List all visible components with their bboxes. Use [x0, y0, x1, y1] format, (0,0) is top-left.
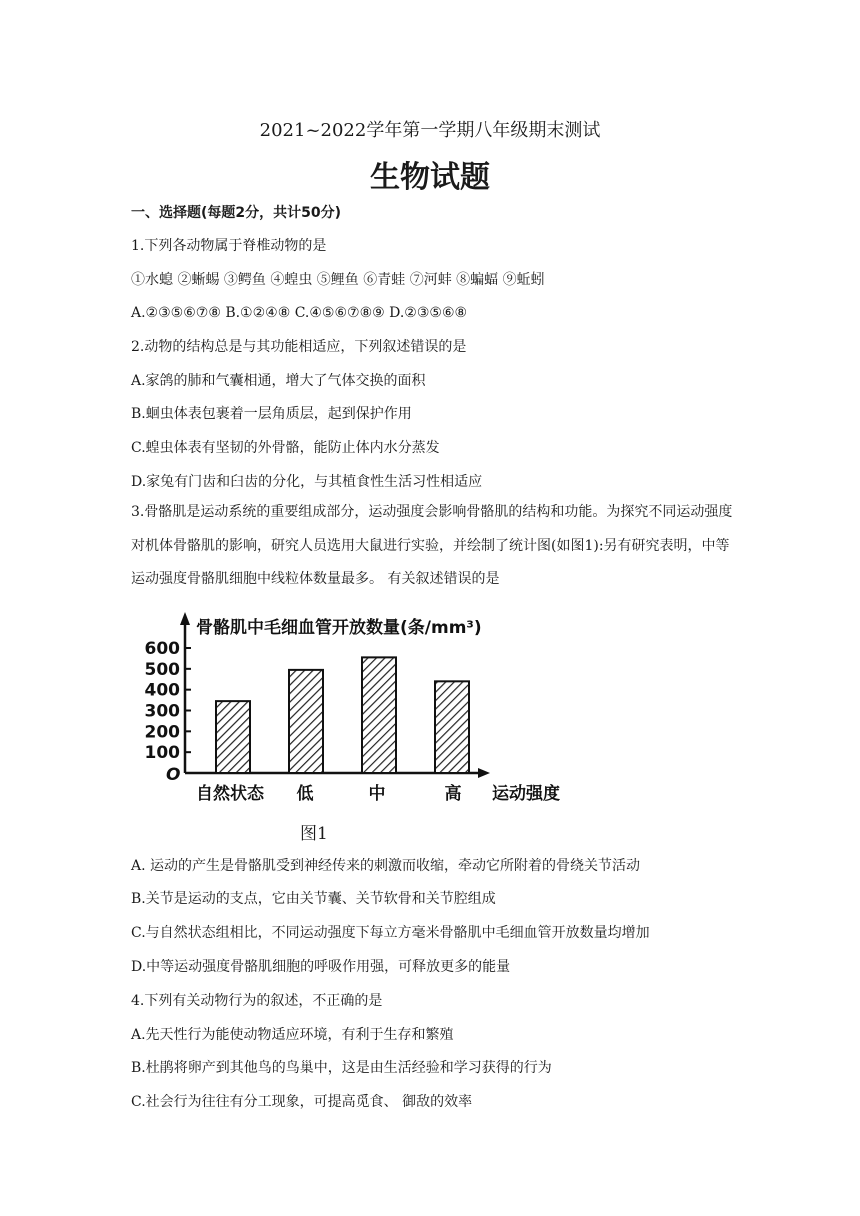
- origin-label: O: [166, 765, 181, 785]
- q3-option-d: D.中等运动强度骨骼肌细胞的呼吸作用强，可释放更多的能量: [131, 959, 511, 975]
- q2-option-b: B.蛔虫体表包裹着一层角质层，起到保护作用: [131, 406, 412, 422]
- y-tick-label: 300: [144, 701, 180, 722]
- x-category-label: 低: [296, 784, 314, 804]
- q2-option-d: D.家兔有门齿和臼齿的分化，与其植食性生活习性相适应: [131, 474, 483, 490]
- section-heading: 一、选择题(每题2分，共计50分): [131, 205, 342, 221]
- q2-option-a: A.家鸽的肺和气囊相通，增大了气体交换的面积: [131, 373, 426, 389]
- bar-4: [435, 681, 469, 773]
- y-tick-label: 100: [144, 743, 180, 764]
- q3-option-c: C.与自然状态组相比，不同运动强度下每立方毫米骨骼肌中毛细血管开放数量均增加: [131, 925, 650, 941]
- x-axis-label: 运动强度: [492, 784, 560, 804]
- q2-option-c: C.蝗虫体表有坚韧的外骨骼，能防止体内水分蒸发: [131, 440, 440, 456]
- q2-stem: 2.动物的结构总是与其功能相适应，下列叙述错误的是: [131, 339, 467, 355]
- bar-2: [289, 670, 323, 773]
- q4-option-a: A.先天性行为能使动物适应环境，有利于生存和繁殖: [131, 1027, 454, 1043]
- q1-options: A.②③⑤⑥⑦⑧ B.①②④⑧ C.④⑤⑥⑦⑧⑨ D.②③⑤⑥⑧: [131, 305, 468, 321]
- y-tick-label: 200: [144, 722, 180, 743]
- q1-items: ①水螅 ②蜥蜴 ③鳄鱼 ④蝗虫 ⑤鲤鱼 ⑥青蛙 ⑦河蚌 ⑧蝙蝠 ⑨蚯蚓: [131, 272, 545, 288]
- bar-1: [216, 701, 250, 773]
- q3-stem: 3.骨骼肌是运动系统的重要组成部分，运动强度会影响骨骼肌的结构和功能。为探究不同运动强度对机体骨骼肌的影响，研究人员选用大鼠进行实验，并绘制了统计图(如图1):另有研究表明，中等运动强度骨骼肌细胞中线粒体数量最多。 有关叙述错误的是: [131, 504, 733, 587]
- q3-option-b: B.关节是运动的支点，它由关节囊、关节软骨和关节腔组成: [131, 891, 496, 907]
- x-axis-arrow: [478, 768, 490, 778]
- y-axis-arrow: [180, 612, 190, 625]
- x-category-label: 自然状态: [196, 784, 264, 804]
- x-category-label: 高: [444, 784, 462, 804]
- chart-title: 骨骼肌中毛细血管开放数量(条/mm³): [196, 618, 482, 638]
- y-tick-label: 500: [144, 659, 180, 680]
- x-category-label: 中: [368, 784, 386, 804]
- bar-3: [362, 657, 396, 773]
- figure-caption: 图1: [300, 824, 328, 844]
- exam-subtitle: 2021~2022学年第一学期八年级期末测试: [259, 120, 601, 141]
- q4-option-b: B.杜鹃将卵产到其他鸟的鸟巢中，这是由生活经验和学习获得的行为: [131, 1060, 552, 1076]
- q1-stem: 1.下列各动物属于脊椎动物的是: [131, 238, 327, 254]
- y-tick-label: 600: [144, 639, 180, 659]
- exam-title: 生物试题: [370, 160, 490, 195]
- q4-option-c: C.社会行为往往有分工现象，可提高觅食、 御敌的效率: [131, 1094, 473, 1110]
- q3-option-a: A. 运动的产生是骨骼肌受到神经传来的刺激而收缩，牵动它所附着的骨绕关节活动: [131, 858, 641, 874]
- y-tick-label: 400: [144, 680, 180, 701]
- q4-stem: 4.下列有关动物行为的叙述，不正确的是: [131, 993, 383, 1009]
- capillary-bar-chart: [140, 605, 590, 810]
